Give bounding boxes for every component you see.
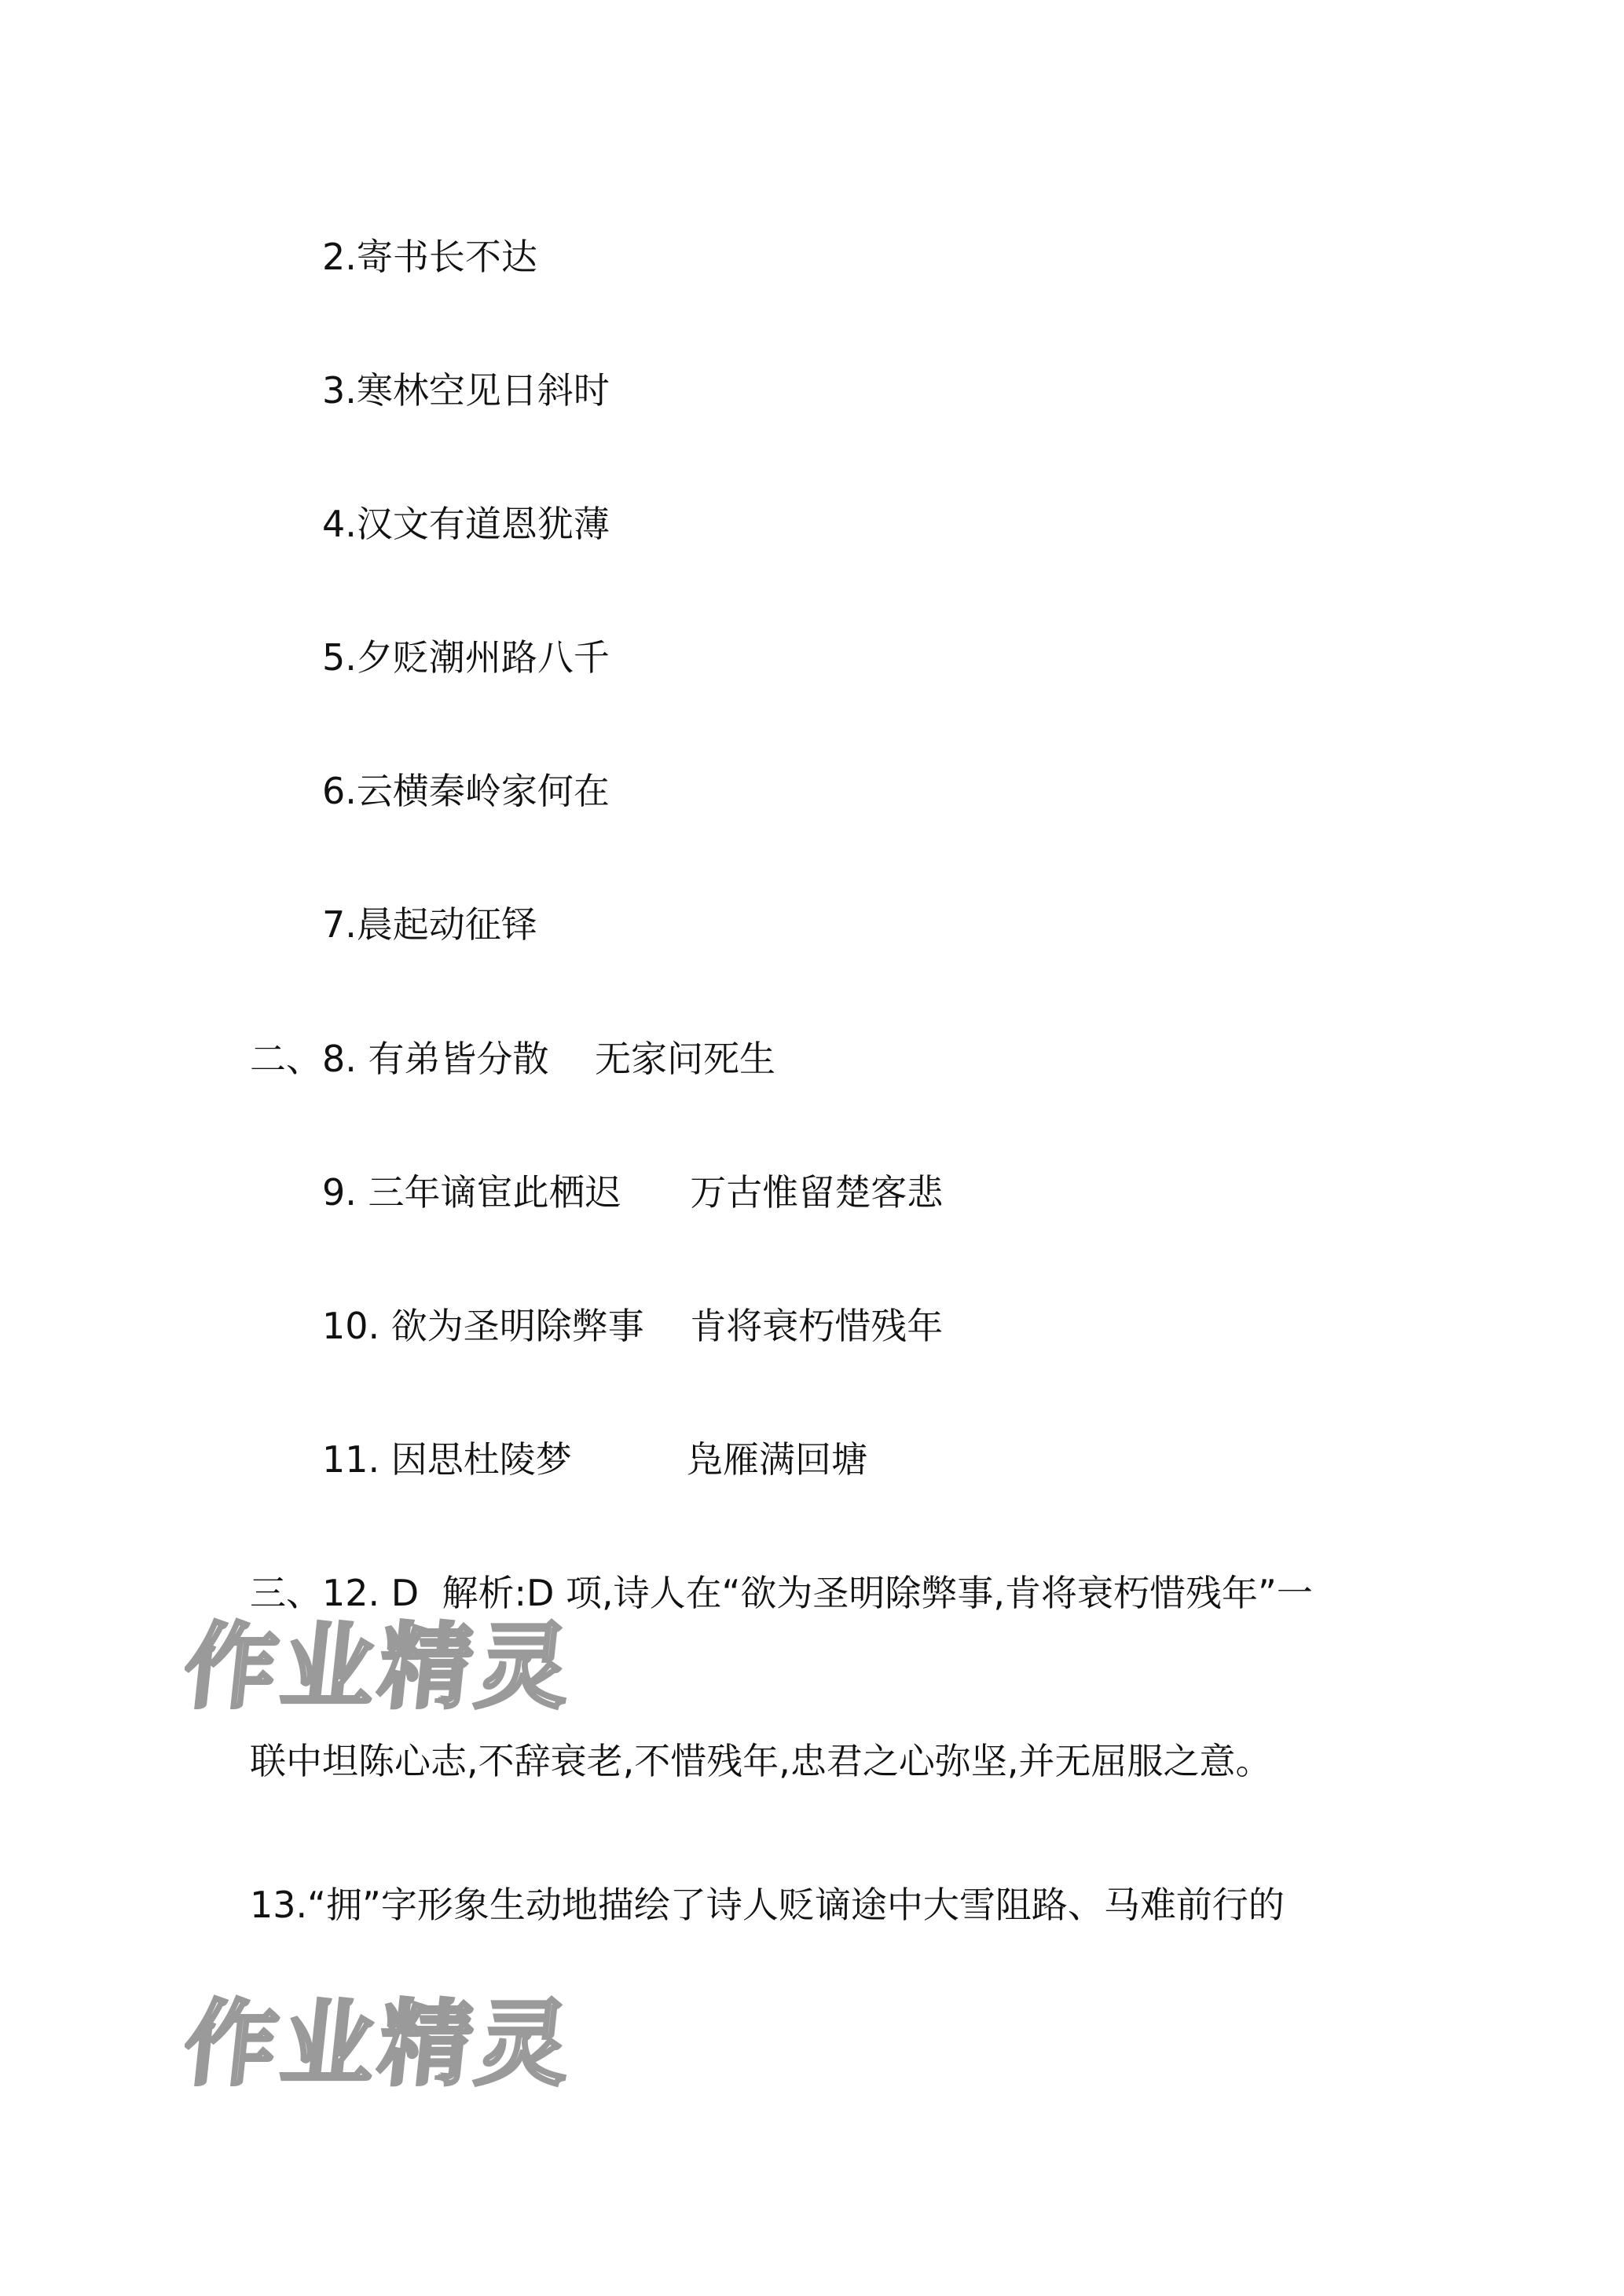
watermark-text: 作业精灵 [185,1613,581,1721]
answer-line-6: 6.云横秦岭家何在 [322,770,610,812]
section-2-line-8: 二、8. 有弟皆分散 无家问死生 [250,1038,775,1080]
answer-line-9: 9. 三年谪宦此栖迟 万古惟留楚客悲 [322,1171,944,1214]
answer-line-2: 2.寄书长不达 [322,236,537,278]
watermark-logo [185,1606,609,1724]
watermark-text-2: 作业精灵 [185,1990,581,2098]
section-3-line-12: 三、12. D 解析:D 项,诗人在“欲为圣明除弊事,肯将衰朽惜残年”一 [250,1572,1313,1614]
answer-line-4: 4.汉文有道恩犹薄 [322,503,610,545]
watermark-logo-2 [185,1983,609,2101]
answer-line-3: 3.寒林空见日斜时 [322,369,610,412]
explanation-line-12-continued: 联中坦陈心志,不辞衰老,不惜残年,忠君之心弥坚,并无屈服之意。 [250,1740,1272,1782]
answer-line-13: 13.“拥”字形象生动地描绘了诗人贬谪途中大雪阻路、马难前行的 [250,1884,1285,1926]
answer-line-7: 7.晨起动征铎 [322,903,537,946]
answer-line-10: 10. 欲为圣明除弊事 肯将衰朽惜残年 [322,1305,944,1347]
answer-line-5: 5.夕贬潮州路八千 [322,636,610,679]
answer-line-11: 11. 因思杜陵梦 凫雁满回塘 [322,1438,867,1481]
